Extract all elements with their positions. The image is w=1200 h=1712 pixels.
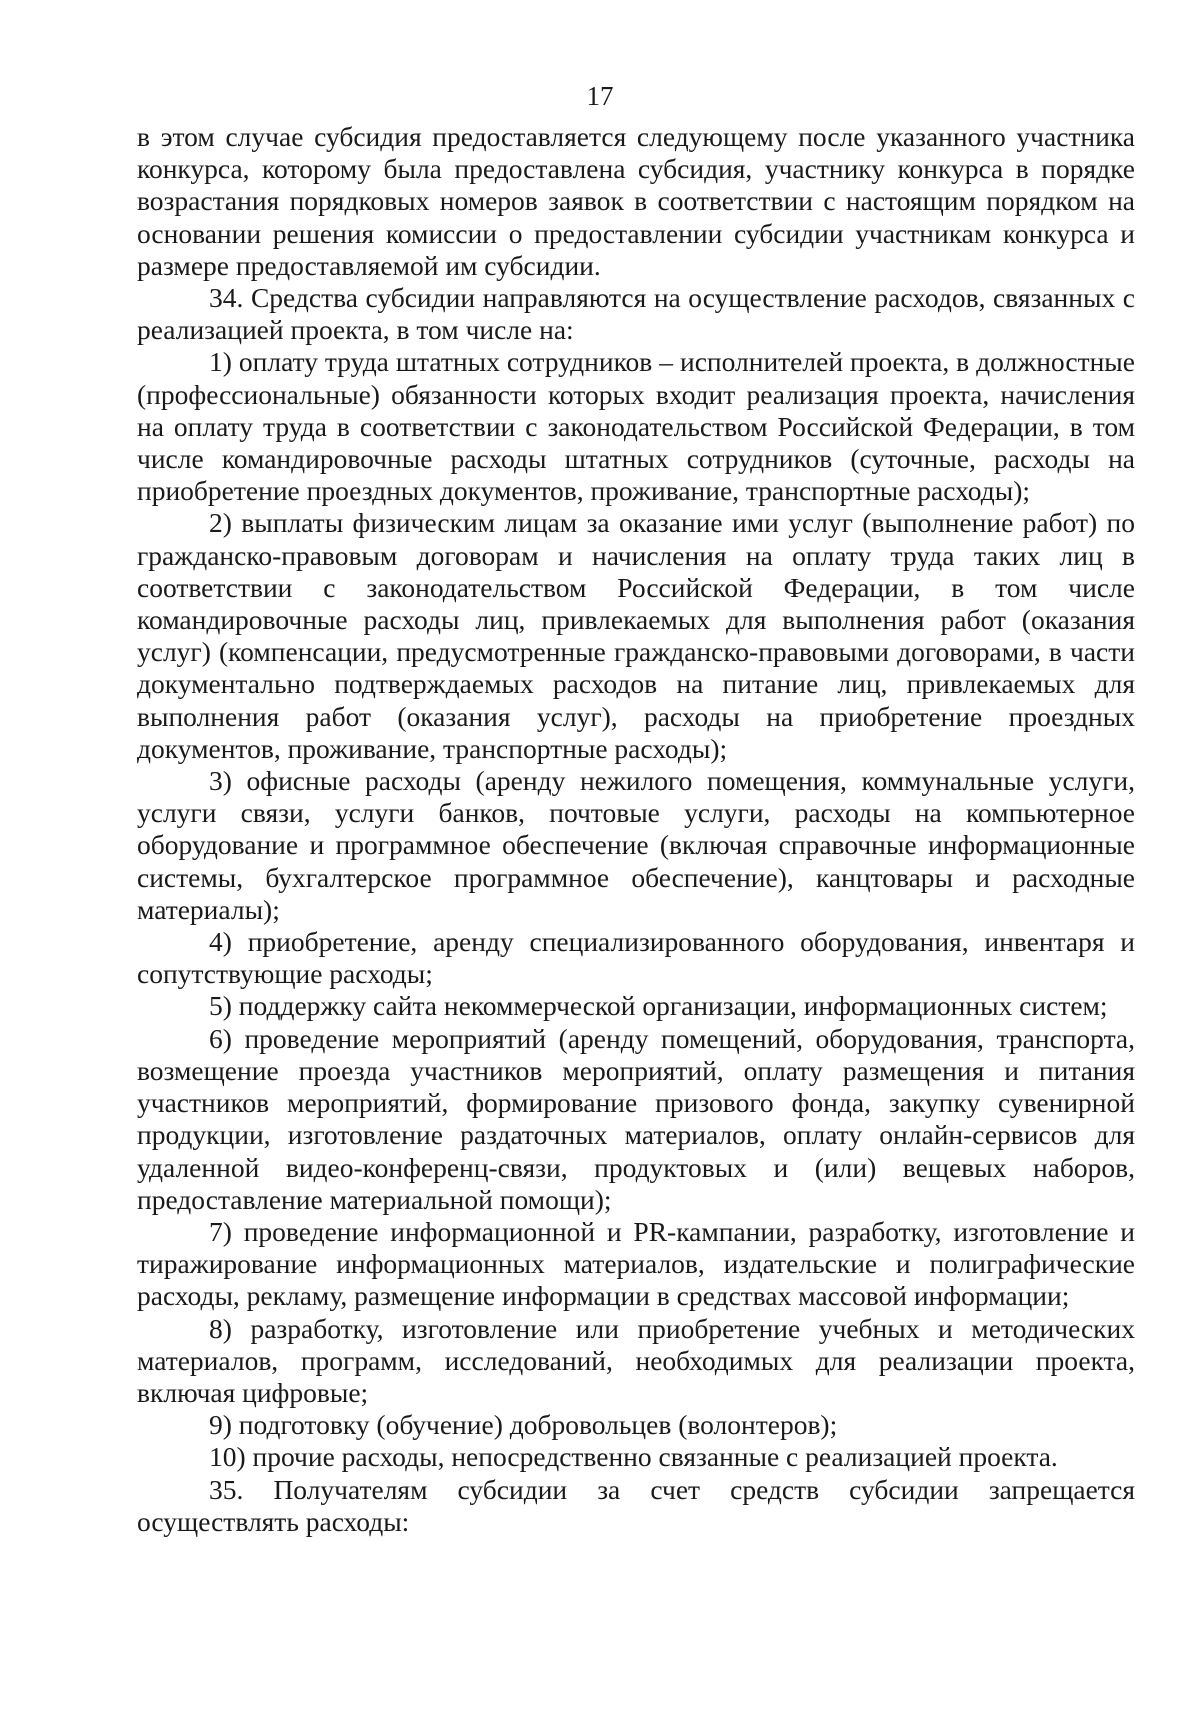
document-body xyxy=(137,121,1135,1538)
page-number: 17 xyxy=(586,81,614,111)
list-item-1: 1) оплату труда штатных сотрудников – исполнителей проекта, в должностные (профессиональные) обязанности которых входит реализация проекта, начисления на оплату труда в соответствии с законодательством Российской Федерации, в том числе командировочные расходы штатных сотрудников (суточные, расходы на приобретение проездных документов, проживание, транспортные расходы); xyxy=(137,346,1135,507)
paragraph-item-34: 34. Средства субсидии направляются на осуществление расходов, связанных с реализацией проекта, в том числе на: xyxy=(137,282,1135,346)
list-item-3: 3) офисные расходы (аренду нежилого помещения, коммунальные услуги, услуги связи, услуги банков, почтовые услуги, расходы на компьютерное оборудование и программное обеспечение (включая справочные информационные системы, бухгалтерское программное обеспечение), канцтовары и расходные материалы); xyxy=(137,765,1135,925)
list-item-2: 2) выплаты физическим лицам за оказание ими услуг (выполнение работ) по гражданско-правовым договорам и начисления на оплату труда таких лиц в соответствии с законодательством Российской Федерации, в том числе командировочные расходы лиц, привлекаемых для выполнения работ (оказания услуг) (компенсации, предусмотренные гражданско-правовыми договорами, в части документально подтверждаемых расходов на питание лиц, привлекаемых для выполнения работ (оказания услуг), расходы на приобретение проездных документов, проживание, транспортные расходы); xyxy=(137,507,1135,764)
paragraph-continuation: в этом случае субсидия предоставляется следующему после указанного участника конкурса, которому была предоставлена субсидия, участнику конкурса в порядке возрастания порядковых номеров заявок в соответствии с настоящим порядком на основании решения комиссии о предоставлении субсидии участникам конкурса и размере предоставляемой им субсидии. xyxy=(137,121,1135,281)
list-item-5: 5) поддержку сайта некоммерческой организации, информационных систем; xyxy=(209,990,1108,1022)
list-item-8: 8) разработку, изготовление или приобретение учебных и методических материалов, программ, исследований, необходимых для реализации проекта, включая цифровые; xyxy=(137,1312,1135,1408)
list-item-6: 6) проведение мероприятий (аренду помещений, оборудования, транспорта, возмещение проезда участников мероприятий, оплату размещения и питания участников мероприятий, формирование призового фонда, закупку сувенирной продукции, изготовление раздаточных материалов, оплату онлайн-сервисов для удаленной видео-конференц-связи, продуктовых и (или) вещевых наборов, предоставление материальной помощи); xyxy=(137,1022,1135,1215)
list-item-7: 7) проведение информационной и PR-кампании, разработку, изготовление и тиражирование информационных материалов, издательские и полиграфические расходы, рекламу, размещение информации в средствах массовой информации; xyxy=(137,1215,1135,1312)
paragraph-item-35: 35. Получателям субсидии за счет средств субсидии запрещается осуществлять расходы: xyxy=(137,1473,1135,1537)
list-item-9: 9) подготовку (обучение) добровольцев (волонтеров); xyxy=(209,1409,838,1441)
list-item-10: 10) прочие расходы, непосредственно связанные с реализацией проекта. xyxy=(209,1441,1058,1473)
list-item-4: 4) приобретение, аренду специализированного оборудования, инвентаря и сопутствующие расходы; xyxy=(137,926,1135,990)
